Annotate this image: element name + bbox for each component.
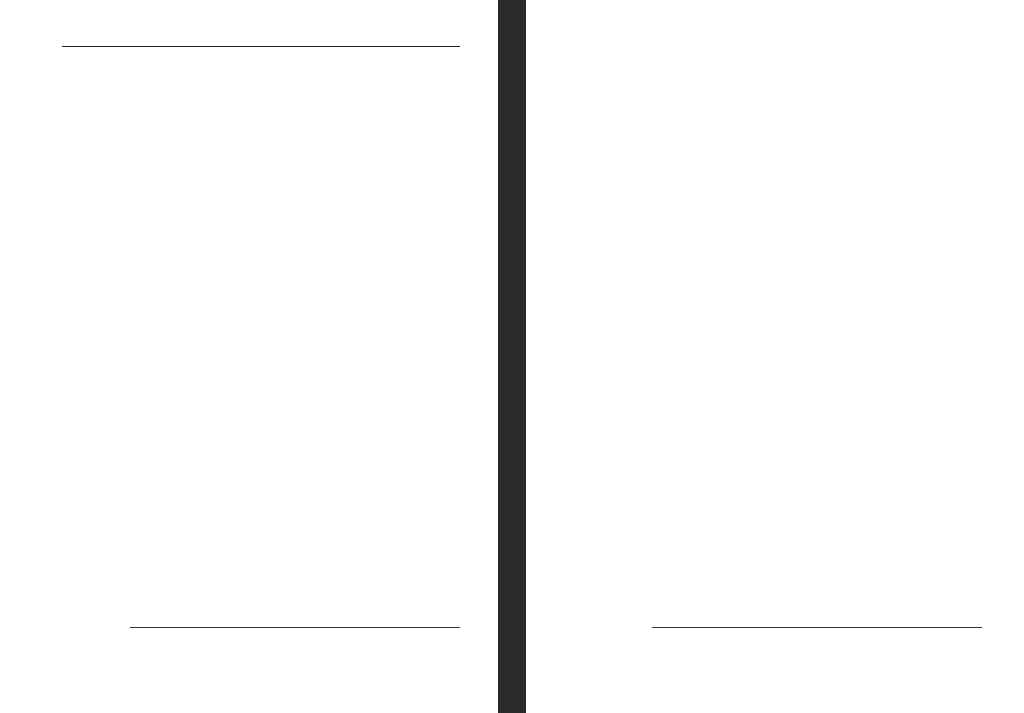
left-underlined-paragraph bbox=[62, 46, 460, 47]
page-right bbox=[526, 0, 1024, 713]
page-left bbox=[0, 0, 498, 713]
footnote-divider bbox=[130, 627, 460, 628]
book-gutter bbox=[498, 0, 526, 713]
footnote-divider bbox=[652, 627, 982, 628]
left-text-column bbox=[62, 46, 460, 61]
